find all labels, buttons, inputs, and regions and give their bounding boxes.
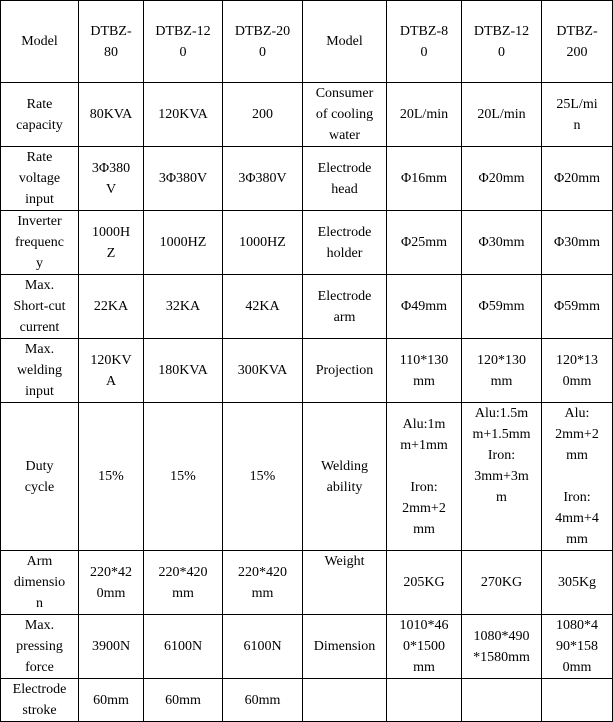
table-row: [1, 339, 613, 403]
table-row: [1, 211, 613, 275]
table-cell: Dimension: [303, 615, 387, 679]
table-cell: Max. welding input: [1, 339, 79, 403]
table-cell: 120*130 mm: [462, 339, 542, 403]
table-cell: Rate voltage input: [1, 147, 79, 211]
table-cell: 1080*490 *1580mm: [462, 615, 542, 679]
table-cell: 32KA: [144, 275, 223, 339]
table-cell: 1000HZ: [144, 211, 223, 275]
table-cell: 120*13 0mm: [542, 339, 613, 403]
header-cell: DTBZ- 80: [79, 1, 144, 83]
table-row: [1, 615, 613, 679]
table-cell: 270KG: [462, 551, 542, 615]
table-cell: Rate capacity: [1, 83, 79, 147]
table-cell: Φ16mm: [387, 147, 462, 211]
table-cell: 3900N: [79, 615, 144, 679]
table-row: [1, 275, 613, 339]
table-cell: 1000HZ: [223, 211, 303, 275]
table-cell: 15%: [223, 403, 303, 551]
table-cell: Φ30mm: [542, 211, 613, 275]
table-cell: Φ25mm: [387, 211, 462, 275]
table-cell: 220*420 mm: [223, 551, 303, 615]
table-cell: Projection: [303, 339, 387, 403]
table-cell: 25L/mi n: [542, 83, 613, 147]
table-row: [1, 679, 613, 722]
table-cell: 22KA: [79, 275, 144, 339]
header-cell: DTBZ-8 0: [387, 1, 462, 83]
header-cell: DTBZ-12 0: [144, 1, 223, 83]
header-cell: DTBZ- 200: [542, 1, 613, 83]
table-cell: [542, 679, 613, 722]
table-cell: 120KV A: [79, 339, 144, 403]
table-cell: 3Φ380V: [144, 147, 223, 211]
table-cell: Φ20mm: [462, 147, 542, 211]
table-cell: 205KG: [387, 551, 462, 615]
table-row: [1, 403, 613, 551]
table-cell: 6100N: [223, 615, 303, 679]
table-cell: 3Φ380 V: [79, 147, 144, 211]
header-cell: Model: [1, 1, 79, 83]
table-cell: Arm dimensio n: [1, 551, 79, 615]
table-cell: 15%: [79, 403, 144, 551]
table-cell: 20L/min: [387, 83, 462, 147]
table-cell: [462, 679, 542, 722]
table-cell: Φ30mm: [462, 211, 542, 275]
table-cell: 120KVA: [144, 83, 223, 147]
table-cell: 220*420 mm: [144, 551, 223, 615]
table-row: [1, 83, 613, 147]
table-cell: 15%: [144, 403, 223, 551]
table-cell: Φ49mm: [387, 275, 462, 339]
table-cell: Inverter frequenc y: [1, 211, 79, 275]
header-cell: DTBZ-12 0: [462, 1, 542, 83]
header-row: [1, 1, 613, 83]
table-cell: 80KVA: [79, 83, 144, 147]
table-cell: Φ59mm: [542, 275, 613, 339]
table-cell: 20L/min: [462, 83, 542, 147]
table-cell: Φ59mm: [462, 275, 542, 339]
table-cell: Electrode arm: [303, 275, 387, 339]
table-cell: 110*130 mm: [387, 339, 462, 403]
table-cell: 200: [223, 83, 303, 147]
table-row: [1, 551, 613, 615]
table-cell: Alu:1.5m m+1.5mm Iron: 3mm+3m m: [462, 403, 542, 551]
table-row: [1, 147, 613, 211]
table-cell: Weight: [303, 551, 387, 615]
table-cell: 300KVA: [223, 339, 303, 403]
table-cell: Electrode stroke: [1, 679, 79, 722]
table-cell: Welding ability: [303, 403, 387, 551]
table-cell: Electrode holder: [303, 211, 387, 275]
table-cell: Consumer of cooling water: [303, 83, 387, 147]
table-cell: 42KA: [223, 275, 303, 339]
table-cell: 6100N: [144, 615, 223, 679]
table-cell: 305Kg: [542, 551, 613, 615]
table-cell: Alu:1m m+1mm Iron: 2mm+2 mm: [387, 403, 462, 551]
header-cell: Model: [303, 1, 387, 83]
table-cell: 180KVA: [144, 339, 223, 403]
table-cell: 60mm: [79, 679, 144, 722]
table-cell: 60mm: [223, 679, 303, 722]
table-cell: 1080*4 90*158 0mm: [542, 615, 613, 679]
table-cell: Duty cycle: [1, 403, 79, 551]
header-cell: DTBZ-20 0: [223, 1, 303, 83]
table-cell: Max. Short-cut current: [1, 275, 79, 339]
table-cell: Alu: 2mm+2 mm Iron: 4mm+4 mm: [542, 403, 613, 551]
table-cell: Max. pressing force: [1, 615, 79, 679]
table-cell: [387, 679, 462, 722]
table-cell: 60mm: [144, 679, 223, 722]
table-cell: 1000H Z: [79, 211, 144, 275]
table-cell: [303, 679, 387, 722]
table-cell: 3Φ380V: [223, 147, 303, 211]
table-cell: Φ20mm: [542, 147, 613, 211]
table-cell: 1010*46 0*1500 mm: [387, 615, 462, 679]
table-cell: Electrode head: [303, 147, 387, 211]
table-cell: 220*42 0mm: [79, 551, 144, 615]
